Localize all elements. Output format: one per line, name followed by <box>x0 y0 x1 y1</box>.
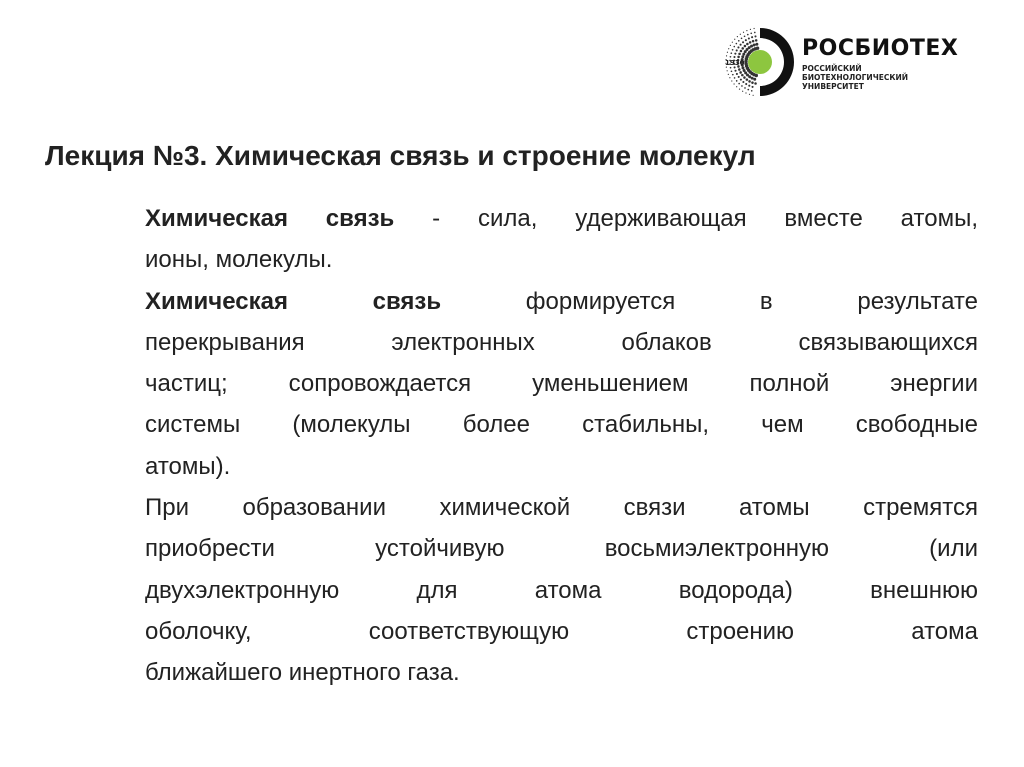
line-text: системы (молекулы более стабильны, чем свободные <box>145 411 978 439</box>
svg-text:1930: 1930 <box>725 59 745 67</box>
text-line <box>145 570 978 611</box>
text-line <box>145 281 978 322</box>
logo-subtitle-line: РОССИЙСКИЙ <box>802 64 862 73</box>
line-text: атомы). <box>145 452 231 480</box>
line-text: перекрывания электронных облаков связывающихся <box>145 328 978 356</box>
text-line <box>145 239 978 280</box>
line-text: формируется в результате <box>441 287 978 315</box>
logo-emblem-icon <box>722 24 798 100</box>
text-line <box>145 487 978 528</box>
text-line <box>145 322 978 363</box>
line-text: ближайшего инертного газа. <box>145 659 460 687</box>
line-text: ионы, молекулы. <box>145 246 333 274</box>
line-text: оболочку, соответствующую строению атома <box>145 617 978 645</box>
text-line <box>145 363 978 404</box>
text-line <box>145 198 978 239</box>
term-bold: Химическая связь <box>145 205 395 232</box>
logo-subtitle <box>802 64 908 91</box>
line-text: частиц; сопровождается уменьшением полной энергии <box>145 370 978 398</box>
university-logo <box>722 24 972 100</box>
text-line <box>145 446 978 487</box>
line-text: двухэлектронную для атома водорода) внешнюю <box>145 576 978 604</box>
logo-subtitle-line: УНИВЕРСИТЕТ <box>802 82 864 91</box>
line-text: - сила, удерживающая вместе атомы, <box>394 205 978 232</box>
text-line <box>145 652 978 693</box>
slide-title: Лекция №3. Химическая связь и строение молекул <box>45 140 756 171</box>
text-line <box>145 404 978 445</box>
logo-subtitle-line: БИОТЕХНОЛОГИЧЕСКИЙ <box>802 73 909 82</box>
text-line <box>145 528 978 569</box>
slide-body <box>145 198 978 694</box>
line-text: приобрести устойчивую восьмиэлектронную (или <box>145 535 978 563</box>
logo-name: РОСБИОТЕХ <box>802 36 959 61</box>
term-bold: Химическая связь <box>145 287 442 315</box>
text-line <box>145 611 978 652</box>
line-text: При образовании химической связи атомы стремятся <box>145 494 978 522</box>
